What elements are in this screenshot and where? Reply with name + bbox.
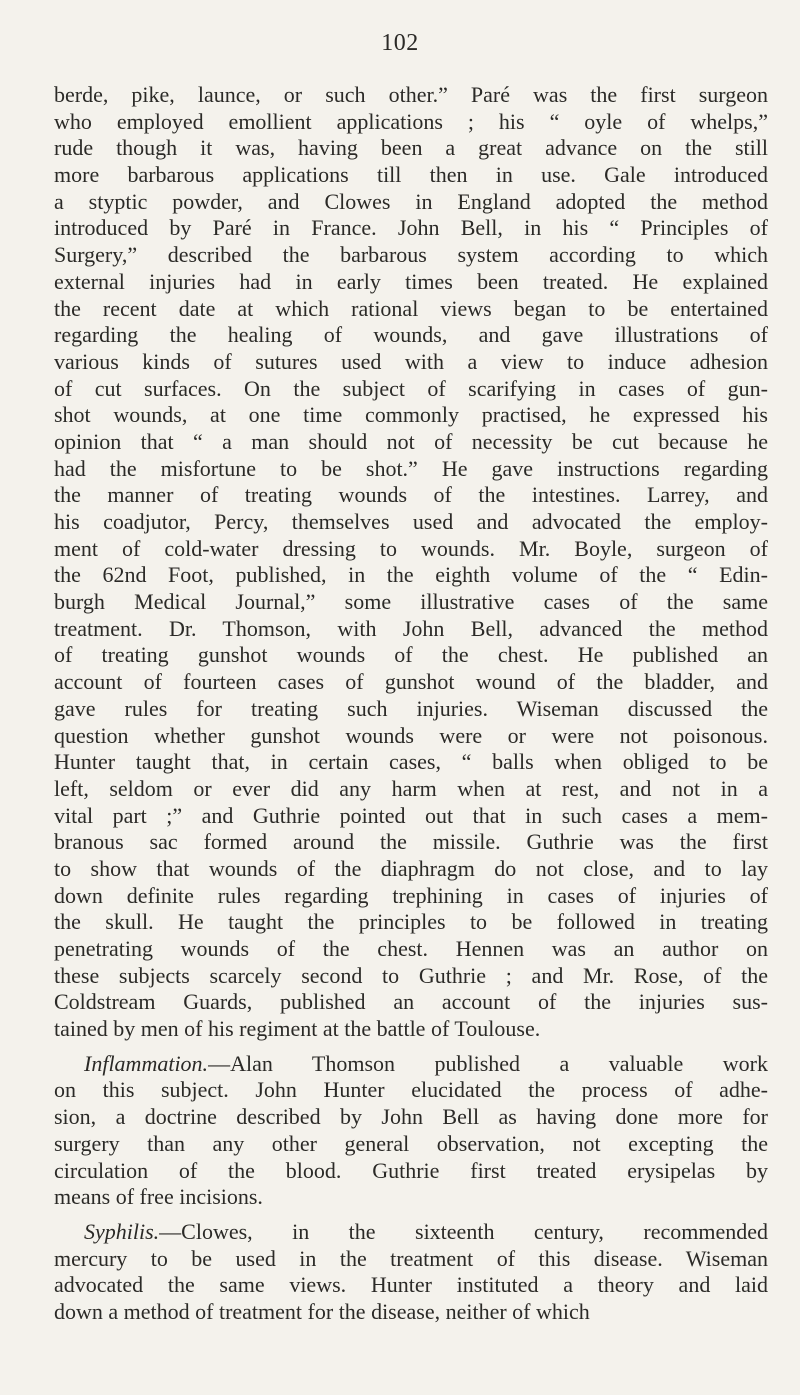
- line-text: the skull. He taught the principles to be followed in treating: [54, 909, 768, 935]
- line-text: vital part ;” and Guthrie pointed out that in such cases a mem-: [54, 802, 768, 828]
- paragraph-wounds: [54, 82, 768, 1043]
- text-line: [54, 215, 768, 242]
- line-text: of treating gunshot wounds of the chest. He published an: [54, 642, 768, 668]
- text-line: [54, 1016, 768, 1043]
- text-line: [54, 1077, 768, 1104]
- line-text: had the misfortune to be shot.” He gave instructions regarding: [54, 455, 768, 481]
- line-text: introduced by Paré in France. John Bell, in his “ Principles of: [54, 215, 768, 241]
- text-line: [54, 989, 768, 1016]
- text-line: [54, 723, 768, 750]
- body-text: [54, 82, 768, 1326]
- text-line: [54, 482, 768, 509]
- text-line: [54, 189, 768, 216]
- line-text: mercury to be used in the treatment of this disease. Wiseman: [54, 1245, 768, 1271]
- text-line: [54, 883, 768, 910]
- line-text: these subjects scarcely second to Guthrie ; and Mr. Rose, of the: [54, 962, 768, 988]
- line-text: penetrating wounds of the chest. Hennen was an author on: [54, 936, 768, 961]
- text-line: [54, 696, 768, 723]
- text-line: [54, 616, 768, 643]
- line-text: circulation of the blood. Guthrie first treated erysipelas by: [54, 1157, 768, 1183]
- line-text: regarding the healing of wounds, and gave illustrations of: [54, 322, 768, 348]
- text-line: [54, 1272, 768, 1299]
- text-line: [54, 376, 768, 403]
- line-text: ment of cold-water dressing to wounds. Mr. Boyle, surgeon of: [54, 535, 768, 561]
- text-line: [54, 1246, 768, 1273]
- text-line: [54, 856, 768, 883]
- text-line: [54, 322, 768, 349]
- line-text: account of fourteen cases of gunshot wound of the bladder, and: [54, 669, 768, 695]
- line-text: to show that wounds of the diaphragm do not close, and to lay: [54, 855, 768, 881]
- line-text: down a method of treatment for the disease, neither of which: [54, 1298, 590, 1324]
- text-line: [54, 829, 768, 856]
- line-text: who employed emollient applications ; his “ oyle of whelps,”: [54, 108, 768, 134]
- text-line: [54, 82, 768, 109]
- line-text: on this subject. John Hunter elucidated the process of adhe-: [54, 1077, 768, 1103]
- line-text: his coadjutor, Percy, themselves used and advocated the employ-: [54, 509, 768, 534]
- text-line: [54, 429, 768, 456]
- line-text: gave rules for treating such injuries. Wiseman discussed the: [54, 695, 768, 721]
- page-number: 102: [381, 30, 419, 56]
- line-text: surgery than any other general observation, not excepting the: [54, 1130, 768, 1156]
- text-line: [54, 562, 768, 589]
- line-text: more barbarous applications till then in use. Gale introduced: [54, 162, 768, 188]
- text-line: [54, 1104, 768, 1131]
- line-text: of cut surfaces. On the subject of scarifying in cases of gun-: [54, 375, 768, 401]
- line-text: —Alan Thomson published a valuable work: [208, 1050, 768, 1076]
- line-text: burgh Medical Journal,” some illustrative cases of the same: [54, 589, 768, 615]
- line-text: berde, pike, launce, or such other.” Paré was the first surgeon: [54, 82, 768, 107]
- text-line: [54, 1158, 768, 1185]
- line-text: branous sac formed around the missile. Guthrie was the first: [54, 829, 768, 855]
- line-text: treatment. Dr. Thomson, with John Bell, advanced the method: [54, 615, 768, 641]
- line-text: —Clowes, in the sixteenth century, recommended: [159, 1218, 768, 1244]
- text-line: [54, 162, 768, 189]
- text-line: [54, 1184, 768, 1211]
- text-line: [54, 642, 768, 669]
- text-line: [54, 909, 768, 936]
- section-heading: Inflammation.: [84, 1050, 209, 1076]
- text-line: [54, 749, 768, 776]
- text-line: [54, 349, 768, 376]
- line-text: a styptic powder, and Clowes in England adopted the method: [54, 188, 768, 214]
- line-text: question whether gunshot wounds were or were not poisonous.: [54, 722, 768, 748]
- text-line: [54, 509, 768, 536]
- text-line: [54, 963, 768, 990]
- line-text: Hunter taught that, in certain cases, “ balls when obliged to be: [54, 749, 768, 775]
- line-text: left, seldom or ever did any harm when at rest, and not in a: [54, 775, 768, 801]
- line-text: rude though it was, having been a great advance on the still: [54, 135, 768, 161]
- text-line: [54, 242, 768, 269]
- line-text: various kinds of sutures used with a view to induce adhesion: [54, 348, 768, 374]
- line-text: advocated the same views. Hunter instituted a theory and laid: [54, 1272, 768, 1298]
- paragraph-syphilis: [54, 1219, 768, 1326]
- line-text: means of free incisions.: [54, 1184, 263, 1210]
- paragraph-inflammation: [54, 1051, 768, 1211]
- text-line: [54, 456, 768, 483]
- text-line: [54, 936, 768, 963]
- line-text: tained by men of his regiment at the battle of Toulouse.: [54, 1016, 541, 1042]
- text-line: [54, 1299, 768, 1326]
- text-line: [54, 296, 768, 323]
- line-text: opinion that “ a man should not of necessity be cut because he: [54, 428, 768, 454]
- line-text: the recent date at which rational views began to be entertained: [54, 295, 768, 321]
- line-text: down definite rules regarding trephining in cases of injuries of: [54, 882, 768, 908]
- section-heading: Syphilis.: [84, 1218, 160, 1244]
- text-line: [54, 269, 768, 296]
- line-text: Coldstream Guards, published an account of the injuries sus-: [54, 989, 768, 1015]
- line-text: external injuries had in early times been treated. He explained: [54, 268, 768, 294]
- line-text: the manner of treating wounds of the intestines. Larrey, and: [54, 482, 768, 508]
- line-text: the 62nd Foot, published, in the eighth volume of the “ Edin-: [54, 562, 768, 588]
- text-line: [54, 803, 768, 830]
- line-text: sion, a doctrine described by John Bell as having done more for: [54, 1104, 768, 1130]
- text-line: [54, 1131, 768, 1158]
- text-line: [54, 589, 768, 616]
- text-line: [54, 669, 768, 696]
- line-text: Surgery,” described the barbarous system according to which: [54, 242, 768, 268]
- text-line: [54, 135, 768, 162]
- text-line: [54, 536, 768, 563]
- line-text: shot wounds, at one time commonly practised, he expressed his: [54, 402, 768, 428]
- text-line: [54, 109, 768, 136]
- text-line: [54, 1219, 768, 1246]
- text-line: [54, 402, 768, 429]
- text-line: [54, 776, 768, 803]
- text-line: [54, 1051, 768, 1078]
